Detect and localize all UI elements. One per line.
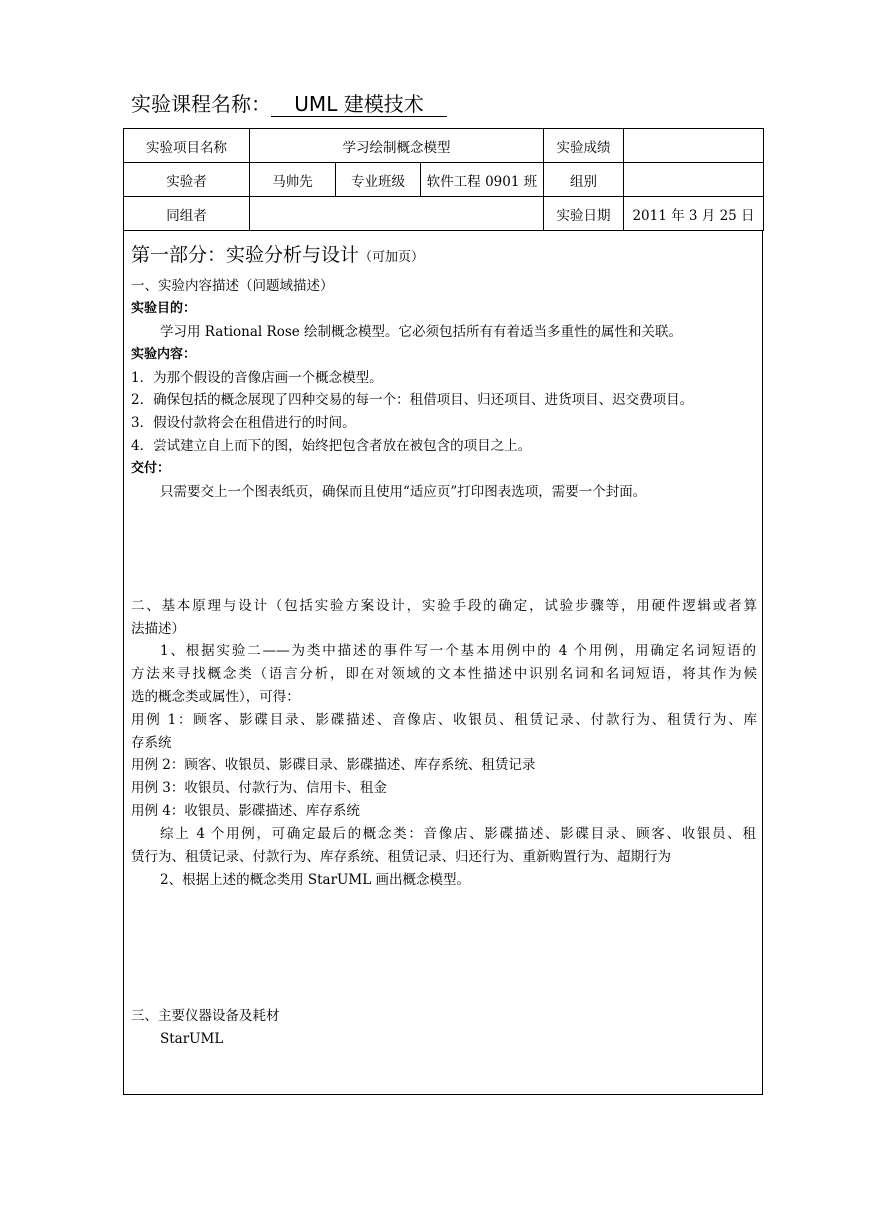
project-name-label: 实验项目名称: [124, 129, 250, 163]
usecase-3: 用例 3：收银员、付款行为、信用卡、租金: [131, 780, 387, 796]
usecase-1-cont: 存系统: [131, 735, 172, 751]
summary-text: 综上 4 个用例，可确定最后的概念类：音像店、影碟描述、影碟目录、顾客、收银员、租: [160, 826, 756, 842]
deliver-text: 只需要交上一个图表纸页，确保而且使用“适应页”打印图表选项，需要一个封面。: [160, 484, 647, 500]
usecase-1: 用例 1：顾客、影碟目录、影碟描述、音像店、收银员、租赁记录、付款行为、租赁行为、库: [131, 712, 757, 728]
section3-title: 三、主要仪器设备及耗材: [131, 1008, 280, 1024]
usecase-2: 用例 2：顾客、收银员、影碟目录、影碟描述、库存系统、租赁记录: [131, 757, 536, 773]
teammates-label: 同组者: [124, 197, 250, 231]
section2-title-cont: 法描述）: [131, 621, 185, 637]
content-label: 实验内容：: [131, 347, 197, 362]
part1-heading-text: 第一部分：实验分析与设计: [131, 244, 360, 266]
experimenter-label: 实验者: [124, 163, 250, 197]
table-row: [124, 197, 764, 231]
score-value: [624, 129, 764, 163]
course-title-label: 实验课程名称：: [131, 92, 271, 116]
content-item: 3．假设付款将会在租借进行的时间。: [131, 415, 356, 431]
summary-text: 赁行为、租赁记录、付款行为、库存系统、租赁记录、归还行为、重新购置行为、超期行为: [131, 849, 671, 865]
teammates-value: [250, 197, 544, 231]
purpose-text: 学习用 Rational Rose 绘制概念模型。它必须包括所有有着适当多重性的属性和关联。: [160, 324, 683, 340]
content-item: 2．确保包括的概念展现了四种交易的每一个：租借项目、归还项目、进货项目、迟交费项目。: [131, 392, 694, 408]
part1-heading-note: （可加页）: [359, 250, 425, 265]
part1-heading: [131, 240, 424, 267]
step1-text: 方法来寻找概念类（语言分析，即在对领域的文本性描述中识别名词和名词短语，将其作为候: [131, 666, 757, 682]
content-item: 4．尝试建立自上而下的图，始终把包含者放在被包含的项目之上。: [131, 438, 532, 454]
group-value: [624, 163, 764, 197]
usecase-4: 用例 4：收银员、影碟描述、库存系统: [131, 803, 360, 819]
score-label: 实验成绩: [544, 129, 624, 163]
step2-text: 2、根据上述的概念类用 StarUML 画出概念模型。: [160, 872, 471, 888]
section3-item: StarUML: [160, 1031, 224, 1047]
table-row: [124, 163, 764, 197]
course-title-value: UML 建模技术: [271, 92, 447, 117]
section2-title: 二、基本原理与设计（包括实验方案设计，实验手段的确定，试验步骤等，用硬件逻辑或者算: [131, 598, 757, 614]
deliver-label: 交付：: [131, 461, 171, 476]
purpose-label: 实验目的：: [131, 301, 197, 316]
major-class-label: 专业班级: [336, 163, 421, 197]
project-name-value: 学习绘制概念模型: [250, 129, 544, 163]
info-table: [123, 128, 764, 231]
content-item: 1．为那个假设的音像店画一个概念模型。: [131, 370, 383, 386]
step1-text: 选的概念类或属性），可得：: [131, 689, 300, 705]
date-label: 实验日期: [544, 197, 624, 231]
section1-title: 一、实验内容描述（问题域描述）: [131, 278, 334, 294]
date-value: 2011 年 3 月 25 日: [624, 197, 764, 231]
table-row: [124, 129, 764, 163]
experimenter-value: 马帅先: [250, 163, 336, 197]
course-title: [131, 88, 447, 117]
step1-text: 1、根据实验二——为类中描述的事件写一个基本用例中的 4 个用例，用确定名词短语的: [160, 643, 756, 659]
group-label: 组别: [544, 163, 624, 197]
major-class-value: 软件工程 0901 班: [421, 163, 544, 197]
